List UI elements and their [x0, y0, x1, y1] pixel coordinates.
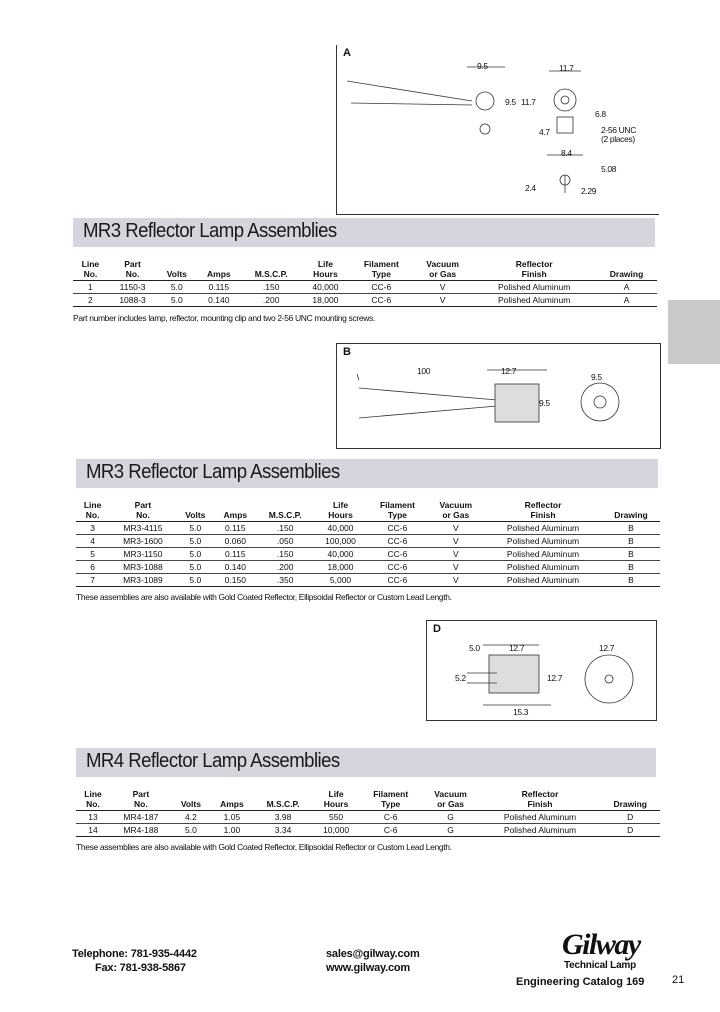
table-cell: 0.140 — [214, 561, 257, 574]
header-text: No. — [83, 269, 98, 279]
table-cell: 4.2 — [172, 811, 210, 824]
table-cell: 2 — [73, 294, 108, 307]
table-cell: 5.0 — [157, 281, 196, 294]
drawing-d-dim-1: 5.0 — [469, 643, 480, 653]
table-cell: .200 — [241, 294, 301, 307]
drawing-a-dim-11: 2.4 — [525, 183, 536, 193]
table-cell: B — [602, 574, 660, 587]
drawing-b-figure — [337, 344, 662, 450]
footer-fax: Fax: 781-938-5867 — [95, 962, 186, 974]
table-cell: MR3-1150 — [109, 548, 176, 561]
table-cell: B — [602, 561, 660, 574]
col-filament — [350, 259, 413, 281]
table-cell: Polished Aluminum — [484, 548, 602, 561]
table-cell: 0.115 — [196, 281, 241, 294]
header-text: Finish — [530, 510, 556, 520]
header-text: Finish — [521, 269, 547, 279]
table-cell: 14 — [76, 824, 110, 837]
table-cell: CC-6 — [367, 522, 427, 535]
section-3-note: These assemblies are also available with Gold Coated Reflector, Ellipsoidal Reflector or Custom Lead Length. — [76, 842, 452, 852]
drawing-a-dim-9: 8.4 — [561, 148, 572, 158]
header-text: Line — [83, 500, 102, 510]
header-text: Hours — [313, 269, 338, 279]
drawing-b-dim-4: 9.5 — [591, 372, 602, 382]
table-cell: MR3-4115 — [109, 522, 176, 535]
table-cell: 0.115 — [214, 548, 257, 561]
section-2-note: These assemblies are also available with Gold Coated Reflector, Ellipsoidal Reflector or Custom Lead Length. — [76, 592, 452, 602]
gilway-logo — [562, 930, 654, 971]
table-cell: V — [428, 522, 485, 535]
drawing-a-dim-10: 5.08 — [601, 164, 617, 174]
col-reflector — [472, 259, 596, 281]
table-cell: 100,000 — [314, 535, 368, 548]
drawing-a-dim-3: 9.5 — [505, 97, 516, 107]
table-cell: 1.00 — [210, 824, 254, 837]
drawing-a-dim-5: 6.8 — [595, 109, 606, 119]
table-cell: 1 — [73, 281, 108, 294]
table-cell: 3.34 — [254, 824, 313, 837]
logo-subtitle: Technical Lamp — [564, 960, 637, 971]
table-row — [73, 294, 657, 307]
section-3-bar — [76, 748, 656, 777]
header-text: Vacuum — [439, 500, 473, 510]
drawing-d-letter: D — [433, 623, 441, 635]
col-vacuum — [413, 259, 472, 281]
drawing-d-dim-3: 12.7 — [599, 643, 615, 653]
table-cell: 5.0 — [177, 548, 214, 561]
table-cell: Polished Aluminum — [480, 811, 601, 824]
header-text: Life — [332, 500, 349, 510]
drawing-a-dim-7: 2-56 UNC — [601, 125, 636, 135]
drawing-a-dim-2: 11.7 — [559, 63, 574, 73]
table-cell: 1.05 — [210, 811, 254, 824]
header-text: No. — [125, 269, 140, 279]
table-cell: 550 — [312, 811, 360, 824]
table-cell: 5.0 — [177, 522, 214, 535]
drawing-d-dim-2: 12.7 — [509, 643, 525, 653]
table-cell: .350 — [257, 574, 314, 587]
table-cell: G — [422, 811, 480, 824]
table-cell: 0.150 — [214, 574, 257, 587]
table-cell: 5.0 — [177, 561, 214, 574]
header-text: Vacuum — [434, 789, 467, 799]
table-cell: Polished Aluminum — [484, 574, 602, 587]
table-cell: 1150-3 — [108, 281, 157, 294]
drawing-a-dim-8: (2 places) — [601, 134, 635, 144]
col-life — [301, 259, 350, 281]
table-cell: G — [422, 824, 480, 837]
table-cell: .200 — [257, 561, 314, 574]
header-text: Filament — [363, 259, 399, 269]
table-cell: 5.0 — [157, 294, 196, 307]
table-cell: 0.060 — [214, 535, 257, 548]
table-cell: V — [413, 294, 472, 307]
drawing-a — [336, 45, 659, 215]
header-text: Finish — [527, 799, 553, 809]
table-header-row: Line No. Part No. Volts Amps M.S.C.P. Life Hours Filament Type Vacuum or Gas Reflector Finish Drawing — [76, 789, 660, 811]
table-cell: MR4-188 — [110, 824, 172, 837]
footer-telephone: Telephone: 781-935-4442 — [72, 948, 197, 960]
header-text: No. — [134, 799, 148, 809]
section-3-title: MR4 Reflector Lamp Assemblies — [86, 750, 340, 772]
section-2-table — [76, 500, 660, 587]
header-text: or Gas — [429, 269, 457, 279]
table-cell: V — [413, 281, 472, 294]
table-cell: 6 — [76, 561, 109, 574]
col-drawing: Drawing — [596, 259, 657, 281]
header-text: Hours — [328, 510, 353, 520]
table-cell: CC-6 — [367, 574, 427, 587]
header-text: Type — [387, 510, 408, 520]
section-2-title: MR3 Reflector Lamp Assemblies — [86, 461, 340, 483]
table-cell: V — [428, 548, 485, 561]
header-text: or Gas — [437, 799, 465, 809]
drawing-d-figure — [427, 621, 658, 722]
table-cell: 0.140 — [196, 294, 241, 307]
table-cell: .050 — [257, 535, 314, 548]
drawing-b-dim-2: 12.7 — [501, 366, 517, 376]
section-1-title: MR3 Reflector Lamp Assemblies — [83, 220, 337, 242]
table-cell: Polished Aluminum — [472, 294, 596, 307]
col-amps: Amps — [196, 259, 241, 281]
drawing-b — [336, 343, 661, 449]
col-line — [73, 259, 108, 281]
section-1-table — [73, 259, 657, 307]
drawing-b-dim-3: 9.5 — [539, 398, 550, 408]
table-cell: 5.0 — [177, 535, 214, 548]
table-row — [76, 574, 660, 587]
table-cell: 5.0 — [172, 824, 210, 837]
header-text: Filament — [373, 789, 409, 799]
table-row — [76, 824, 660, 837]
table-row — [76, 535, 660, 548]
header-text: Hours — [323, 799, 349, 809]
table-cell: V — [428, 535, 485, 548]
table-header-row: Line No. Part No. Volts Amps M.S.C.P. Life Hours Filament Type Vacuum or Gas Reflector Finish Drawing — [76, 500, 660, 522]
drawing-a-dim-1: 9.5 — [477, 61, 488, 71]
table-cell: .150 — [257, 522, 314, 535]
footer-phone-block — [72, 947, 197, 975]
header-text: Type — [371, 269, 391, 279]
table-row — [76, 561, 660, 574]
table-row — [76, 522, 660, 535]
drawing-b-dim-1: 100 — [417, 366, 431, 376]
header-text: Part — [134, 500, 152, 510]
header-text: Part — [124, 259, 141, 269]
catalog-title: Engineering Catalog 169 — [516, 976, 645, 988]
drawing-d-dim-5: 12.7 — [547, 673, 563, 683]
table-header-row — [73, 259, 657, 281]
header-text: Vacuum — [426, 259, 459, 269]
table-cell: 40,000 — [314, 548, 368, 561]
table-row — [76, 811, 660, 824]
table-cell: Polished Aluminum — [484, 561, 602, 574]
table-cell: A — [596, 294, 657, 307]
table-cell: B — [602, 522, 660, 535]
table-cell: C-6 — [360, 824, 422, 837]
drawing-a-letter: A — [343, 47, 351, 59]
header-text: Line — [84, 789, 102, 799]
drawing-d — [426, 620, 657, 721]
table-cell: 0.115 — [214, 522, 257, 535]
table-cell: D — [600, 811, 660, 824]
header-text: Life — [317, 259, 333, 269]
table-cell: 4 — [76, 535, 109, 548]
header-text: Type — [381, 799, 401, 809]
section-1-bar — [73, 218, 655, 247]
table-cell: CC-6 — [367, 548, 427, 561]
table-cell: B — [602, 535, 660, 548]
logo-brand: Gilway — [562, 928, 640, 961]
header-text: Reflector — [524, 500, 562, 510]
table-cell: Polished Aluminum — [472, 281, 596, 294]
footer-web-block — [326, 947, 420, 975]
page-number: 21 — [672, 974, 685, 986]
table-cell: CC-6 — [350, 294, 413, 307]
table-cell: C-6 — [360, 811, 422, 824]
drawing-a-dim-4: 11.7 — [521, 97, 536, 107]
table-row — [76, 548, 660, 561]
table-cell: 7 — [76, 574, 109, 587]
table-cell: Polished Aluminum — [484, 535, 602, 548]
header-text: Filament — [379, 500, 415, 510]
table-cell: .150 — [241, 281, 301, 294]
table-cell: CC-6 — [350, 281, 413, 294]
side-tab — [668, 300, 720, 364]
table-cell: 18,000 — [301, 294, 350, 307]
section-2-bar — [76, 459, 658, 488]
table-cell: B — [602, 548, 660, 561]
drawing-a-dim-6: 4.7 — [539, 127, 550, 137]
table-cell: 5 — [76, 548, 109, 561]
table-cell: 40,000 — [301, 281, 350, 294]
table-cell: Polished Aluminum — [480, 824, 601, 837]
header-text: No. — [86, 799, 100, 809]
header-text: Reflector — [515, 259, 553, 269]
drawing-d-dim-4: 5.2 — [455, 673, 466, 683]
table-cell: 10,000 — [312, 824, 360, 837]
header-text: Life — [328, 789, 344, 799]
col-part — [108, 259, 157, 281]
footer-email[interactable]: sales@gilway.com — [326, 948, 420, 960]
table-cell: A — [596, 281, 657, 294]
table-cell: 18,000 — [314, 561, 368, 574]
table-cell: V — [428, 574, 485, 587]
header-text: No. — [85, 510, 100, 520]
drawing-a-dim-12: 2.29 — [581, 186, 597, 196]
table-cell: V — [428, 561, 485, 574]
table-cell: MR3-1089 — [109, 574, 176, 587]
section-3-table — [76, 789, 660, 837]
table-cell: CC-6 — [367, 535, 427, 548]
col-mscp: M.S.C.P. — [241, 259, 301, 281]
header-text: Line — [81, 259, 100, 269]
table-cell: 5,000 — [314, 574, 368, 587]
footer-website[interactable]: www.gilway.com — [326, 962, 410, 974]
table-cell: MR3-1088 — [109, 561, 176, 574]
col-volts: Volts — [157, 259, 196, 281]
table-cell: MR3-1600 — [109, 535, 176, 548]
header-text: or Gas — [442, 510, 470, 520]
table-row — [73, 281, 657, 294]
table-cell: 40,000 — [314, 522, 368, 535]
header-text: No. — [136, 510, 150, 520]
header-text: Reflector — [521, 789, 559, 799]
section-1-note: Part number includes lamp, reflector, mounting clip and two 2-56 UNC mounting screws. — [73, 313, 375, 323]
table-cell: 13 — [76, 811, 110, 824]
drawing-b-letter: B — [343, 346, 351, 358]
table-cell: 3 — [76, 522, 109, 535]
drawing-d-dim-6: 15.3 — [513, 707, 529, 717]
table-cell: 5.0 — [177, 574, 214, 587]
table-cell: .150 — [257, 548, 314, 561]
table-cell: 1088-3 — [108, 294, 157, 307]
header-text: Part — [132, 789, 150, 799]
table-cell: MR4-187 — [110, 811, 172, 824]
table-cell: 3.98 — [254, 811, 313, 824]
table-cell: Polished Aluminum — [484, 522, 602, 535]
table-cell: D — [600, 824, 660, 837]
table-cell: CC-6 — [367, 561, 427, 574]
